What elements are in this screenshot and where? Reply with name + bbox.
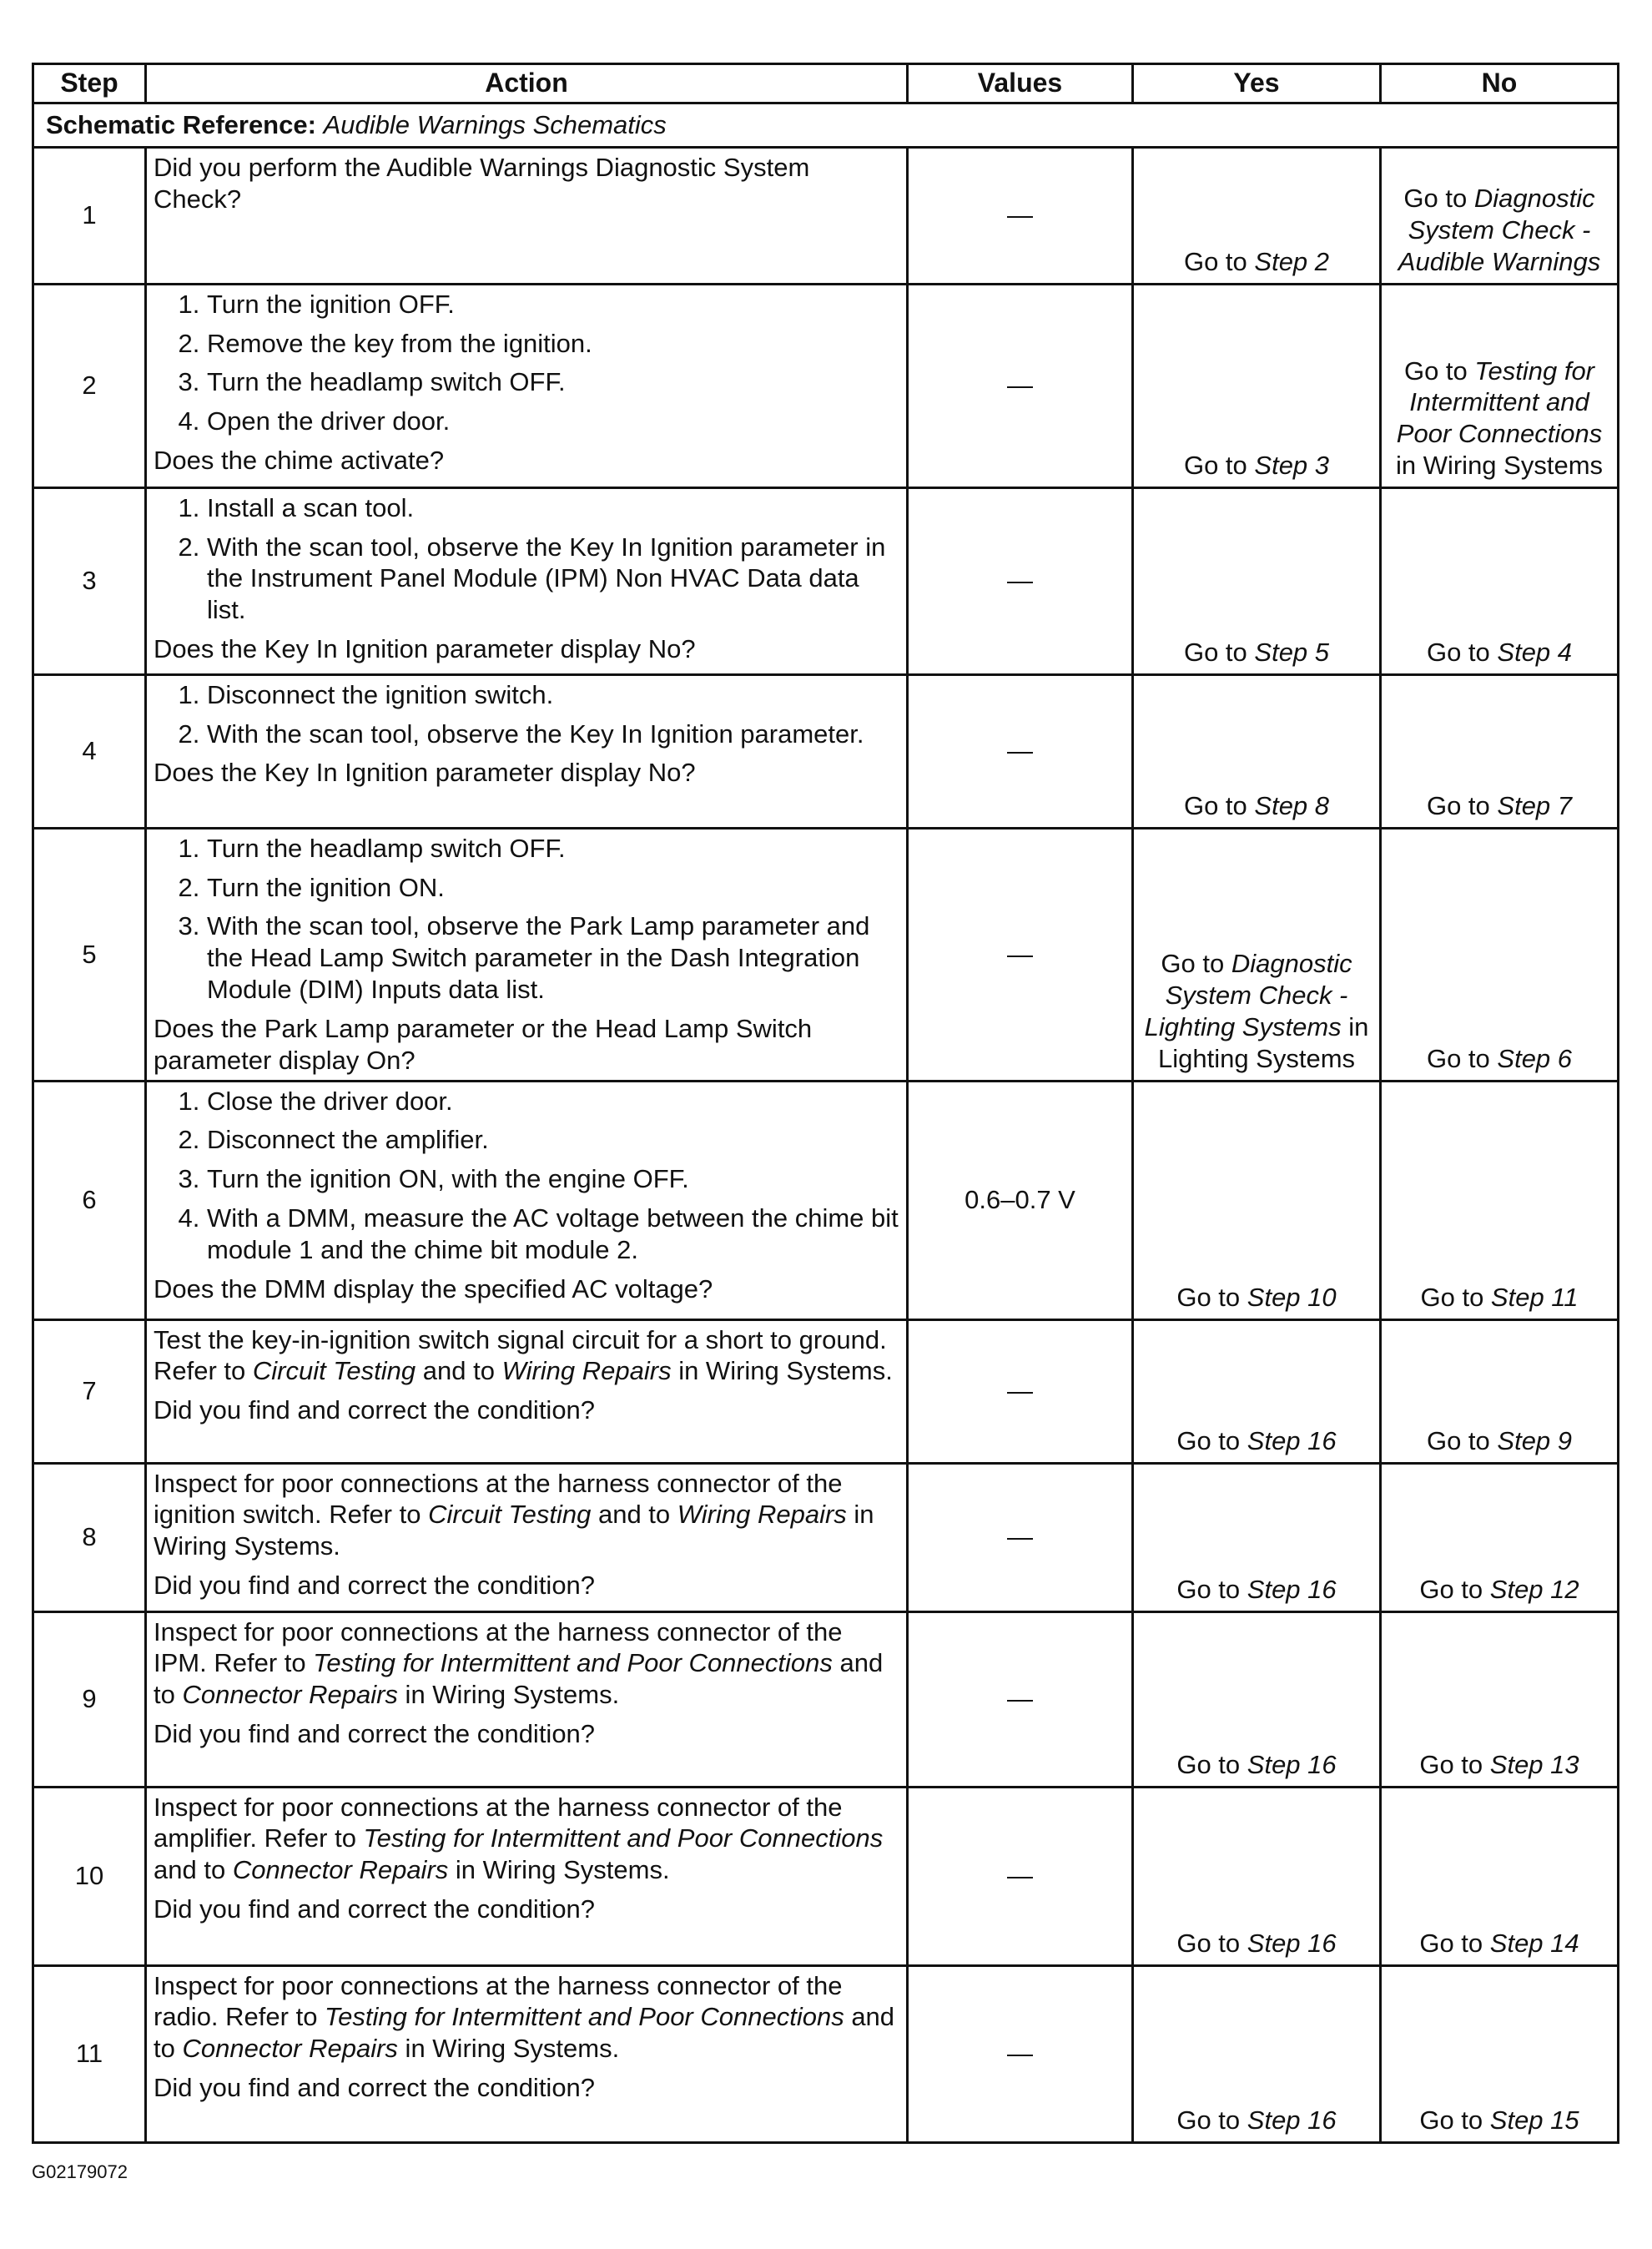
table-row (33, 828, 1619, 1081)
diagnostic-table (32, 63, 1619, 2144)
text-segment: and to (154, 1855, 233, 1885)
text-segment: Does the Key In Ignition parameter display No? (154, 758, 696, 788)
col-header-values: Values (908, 64, 1133, 103)
no-cell (1381, 1081, 1619, 1319)
action-text (154, 1616, 899, 1711)
text-segment: Go to (1419, 1928, 1490, 1958)
yes-cell (1133, 674, 1381, 828)
reference-link: Testing for Intermittent and Poor Connections (325, 2002, 844, 2032)
action-item: 3. Turn the ignition ON, with the engine OFF. (207, 1163, 899, 1195)
action-question (154, 633, 899, 665)
reference-link: Step 7 (1497, 791, 1573, 820)
action-item: 1. Turn the headlamp switch OFF. (207, 833, 899, 865)
values-cell: — (908, 1611, 1133, 1787)
schematic-reference-label: Schematic Reference: (46, 110, 316, 139)
schematic-reference-link: Audible Warnings Schematics (323, 110, 667, 139)
no-cell (1381, 1787, 1619, 1965)
values-cell: — (908, 674, 1133, 828)
action-question (154, 1394, 899, 1426)
text-segment: Go to (1183, 451, 1255, 480)
reference-link: Step 16 (1247, 1928, 1337, 1958)
action-cell (146, 1965, 908, 2142)
step-number: 3 (33, 487, 146, 674)
action-question (154, 1013, 899, 1077)
col-header-yes: Yes (1133, 64, 1381, 103)
reference-link: Wiring Repairs (677, 1500, 847, 1530)
reference-link: Testing for Intermittent and Poor Connections (313, 1648, 833, 1678)
table-row (33, 674, 1619, 828)
no-cell (1381, 147, 1619, 284)
action-text (154, 1468, 899, 1562)
table-body (33, 103, 1619, 2143)
reference-link: Step 5 (1254, 638, 1330, 667)
action-list (154, 492, 899, 626)
text-segment: and to (154, 1648, 884, 1710)
action-item: 2. With the scan tool, observe the Key In Ignition parameter. (207, 719, 899, 750)
text-segment: Go to (1426, 1425, 1498, 1455)
text-segment: Does the Key In Ignition parameter display No? (154, 634, 696, 664)
step-number: 10 (33, 1787, 146, 1965)
step-number: 9 (33, 1611, 146, 1787)
text-segment: in Wiring Systems (1395, 451, 1604, 480)
table-row (33, 1463, 1619, 1611)
no-cell (1381, 828, 1619, 1081)
action-list (154, 289, 899, 437)
yes-cell (1133, 1081, 1381, 1319)
text-segment: Go to (1403, 356, 1475, 386)
col-header-no: No (1381, 64, 1619, 103)
action-item: 3. With the scan tool, observe the Park Lamp parameter and the Head Lamp Switch parameter in the Dash Integration Module (DIM) Inputs data list. (207, 910, 899, 1005)
table-row (33, 284, 1619, 487)
text-segment: Go to (1183, 638, 1255, 667)
reference-link: Step 12 (1489, 1574, 1579, 1604)
no-cell (1381, 284, 1619, 487)
schematic-reference (33, 103, 1619, 148)
table-row (33, 1081, 1619, 1319)
table-row (33, 487, 1619, 674)
reference-link: Step 16 (1247, 1425, 1337, 1455)
action-cell (146, 1319, 908, 1463)
table-row (33, 1319, 1619, 1463)
schematic-reference-row (33, 103, 1619, 148)
reference-link: Step 15 (1489, 2105, 1579, 2135)
action-item: 1. Disconnect the ignition switch. (207, 679, 899, 711)
step-number: 6 (33, 1081, 146, 1319)
values-cell: — (908, 1463, 1133, 1611)
reference-link: Step 6 (1497, 1043, 1573, 1073)
text-segment: Go to (1161, 949, 1231, 979)
action-item: 1. Close the driver door. (207, 1086, 899, 1117)
action-item: 2. Remove the key from the ignition. (207, 328, 899, 360)
reference-link: Step 13 (1489, 1749, 1579, 1779)
values-cell: — (908, 1965, 1133, 2142)
yes-cell (1133, 147, 1381, 284)
yes-cell (1133, 1965, 1381, 2142)
text-segment: Go to (1176, 1425, 1247, 1455)
text-segment: Inspect for poor connections at the harness connector of the amplifier. Refer to (154, 1792, 843, 1853)
reference-link: Connector Repairs (232, 1855, 449, 1885)
action-question (154, 1893, 899, 1925)
text-segment: in Wiring Systems. (671, 1356, 893, 1386)
reference-link: Wiring Repairs (501, 1356, 672, 1386)
no-cell (1381, 1611, 1619, 1787)
text-segment: Go to (1176, 1928, 1247, 1958)
values-cell: — (908, 828, 1133, 1081)
no-cell (1381, 1965, 1619, 2142)
reference-link: Step 16 (1247, 1574, 1337, 1604)
text-segment: Test the key-in-ignition switch signal circuit for a short to ground. Refer to (154, 1324, 887, 1386)
no-cell (1381, 1463, 1619, 1611)
step-number: 7 (33, 1319, 146, 1463)
text-segment: Did you perform the Audible Warnings Diagnostic System Check? (154, 152, 810, 214)
reference-link: Step 11 (1490, 1282, 1579, 1312)
text-segment: in Wiring Systems. (154, 1500, 874, 1561)
figure-id: G02179072 (32, 2161, 128, 2182)
text-segment: Does the DMM display the specified AC voltage? (154, 1273, 713, 1304)
action-text (154, 152, 899, 215)
yes-cell (1133, 828, 1381, 1081)
text-segment: Does the chime activate? (154, 446, 445, 476)
action-text (154, 1792, 899, 1886)
col-header-step: Step (33, 64, 146, 103)
step-number: 2 (33, 284, 146, 487)
action-question (154, 445, 899, 477)
reference-link: Diagnostic System Check - Lighting Systems (1144, 949, 1352, 1041)
yes-cell (1133, 487, 1381, 674)
reference-link: Step 3 (1254, 451, 1330, 480)
reference-link: Testing for Intermittent and Poor Connections (1396, 356, 1603, 449)
table-row (33, 1611, 1619, 1787)
no-cell (1381, 487, 1619, 674)
reference-link: Connector Repairs (182, 2034, 398, 2064)
action-item: 2. With the scan tool, observe the Key In Ignition parameter in the Instrument Panel Module (IPM) Non HVAC Data data list. (207, 532, 899, 626)
text-segment: in Wiring Systems. (448, 1855, 670, 1885)
step-number: 4 (33, 674, 146, 828)
action-cell (146, 1611, 908, 1787)
values-cell: — (908, 1787, 1133, 1965)
table-row (33, 1965, 1619, 2142)
reference-link: Step 10 (1247, 1282, 1337, 1312)
step-number: 11 (33, 1965, 146, 2142)
reference-link: Step 2 (1254, 247, 1330, 276)
values-cell: — (908, 284, 1133, 487)
text-segment: Go to (1420, 1282, 1491, 1312)
no-cell (1381, 1319, 1619, 1463)
action-question (154, 2072, 899, 2104)
step-number: 5 (33, 828, 146, 1081)
reference-link: Diagnostic System Check - Audible Warnings (1398, 184, 1601, 276)
reference-link: Circuit Testing (428, 1500, 592, 1530)
action-cell (146, 828, 908, 1081)
action-list (154, 833, 899, 1006)
text-segment: in Lighting Systems (1157, 1011, 1369, 1073)
text-segment: Go to (1183, 791, 1255, 820)
text-segment: Go to (1183, 247, 1255, 276)
table-row (33, 147, 1619, 284)
text-segment: Did you find and correct the condition? (154, 1893, 596, 1924)
action-text (154, 1970, 899, 2065)
text-segment: Did you find and correct the condition? (154, 1718, 596, 1748)
text-segment: Inspect for poor connections at the harness connector of the radio. Refer to (154, 1970, 843, 2032)
text-segment: Did you find and correct the condition? (154, 2072, 596, 2102)
reference-link: Connector Repairs (182, 1680, 398, 1710)
yes-cell (1133, 284, 1381, 487)
action-item: 3. Turn the headlamp switch OFF. (207, 366, 899, 398)
action-cell (146, 487, 908, 674)
yes-cell (1133, 1319, 1381, 1463)
no-cell (1381, 674, 1619, 828)
text-segment: and to (591, 1500, 677, 1530)
action-item: 2. Disconnect the amplifier. (207, 1124, 899, 1156)
text-segment: Go to (1419, 1574, 1490, 1604)
text-segment: Go to (1426, 791, 1498, 820)
values-cell: 0.6–0.7 V (908, 1081, 1133, 1319)
action-cell (146, 1081, 908, 1319)
text-segment: Go to (1419, 1749, 1490, 1779)
reference-link: Step 14 (1489, 1928, 1579, 1958)
yes-cell (1133, 1463, 1381, 1611)
action-cell (146, 284, 908, 487)
text-segment: in Wiring Systems. (397, 1680, 620, 1710)
action-question (154, 1273, 899, 1305)
text-segment: Did you find and correct the condition? (154, 1570, 596, 1600)
text-segment: Inspect for poor connections at the harness connector of the ignition switch. Refer to (154, 1468, 843, 1530)
step-number: 1 (33, 147, 146, 284)
text-segment: Does the Park Lamp parameter or the Head Lamp Switch parameter display On? (154, 1013, 813, 1075)
action-question (154, 1570, 899, 1601)
action-item: 4. Open the driver door. (207, 406, 899, 437)
action-cell (146, 147, 908, 284)
text-segment: in Wiring Systems. (397, 2034, 620, 2064)
action-question (154, 1718, 899, 1750)
step-number: 8 (33, 1463, 146, 1611)
col-header-action: Action (146, 64, 908, 103)
values-cell: — (908, 147, 1133, 284)
action-item: 1. Install a scan tool. (207, 492, 899, 524)
reference-link: Step 9 (1497, 1425, 1573, 1455)
yes-cell (1133, 1611, 1381, 1787)
action-question (154, 757, 899, 789)
yes-cell (1133, 1787, 1381, 1965)
text-segment: Inspect for poor connections at the harness connector of the IPM. Refer to (154, 1616, 843, 1678)
text-segment: Go to (1426, 638, 1498, 667)
action-item: 1. Turn the ignition OFF. (207, 289, 899, 320)
reference-link: Circuit Testing (252, 1356, 416, 1386)
reference-link: Step 4 (1497, 638, 1573, 667)
text-segment: Go to (1176, 1574, 1247, 1604)
text-segment: Go to (1176, 1282, 1247, 1312)
action-list (154, 1086, 899, 1266)
values-cell: — (908, 487, 1133, 674)
action-list (154, 679, 899, 750)
text-segment: and to (416, 1356, 502, 1386)
text-segment: Go to (1419, 2105, 1490, 2135)
reference-link: Step 16 (1247, 1749, 1337, 1779)
reference-link: Testing for Intermittent and Poor Connections (363, 1823, 884, 1853)
text-segment: Go to (1176, 1749, 1247, 1779)
action-cell (146, 674, 908, 828)
values-cell: — (908, 1319, 1133, 1463)
text-segment: Go to (1403, 184, 1474, 214)
table-row (33, 1787, 1619, 1965)
action-cell (146, 1463, 908, 1611)
table-header (33, 64, 1619, 103)
text-segment: Go to (1176, 2105, 1247, 2135)
action-text (154, 1324, 899, 1388)
action-item: 2. Turn the ignition ON. (207, 872, 899, 904)
action-cell (146, 1787, 908, 1965)
text-segment: Go to (1426, 1043, 1498, 1073)
text-segment: Did you find and correct the condition? (154, 1395, 596, 1425)
reference-link: Step 8 (1254, 791, 1330, 820)
reference-link: Step 16 (1247, 2105, 1337, 2135)
action-item: 4. With a DMM, measure the AC voltage between the chime bit module 1 and the chime bit module 2. (207, 1203, 899, 1266)
text-segment: and to (154, 2002, 895, 2064)
